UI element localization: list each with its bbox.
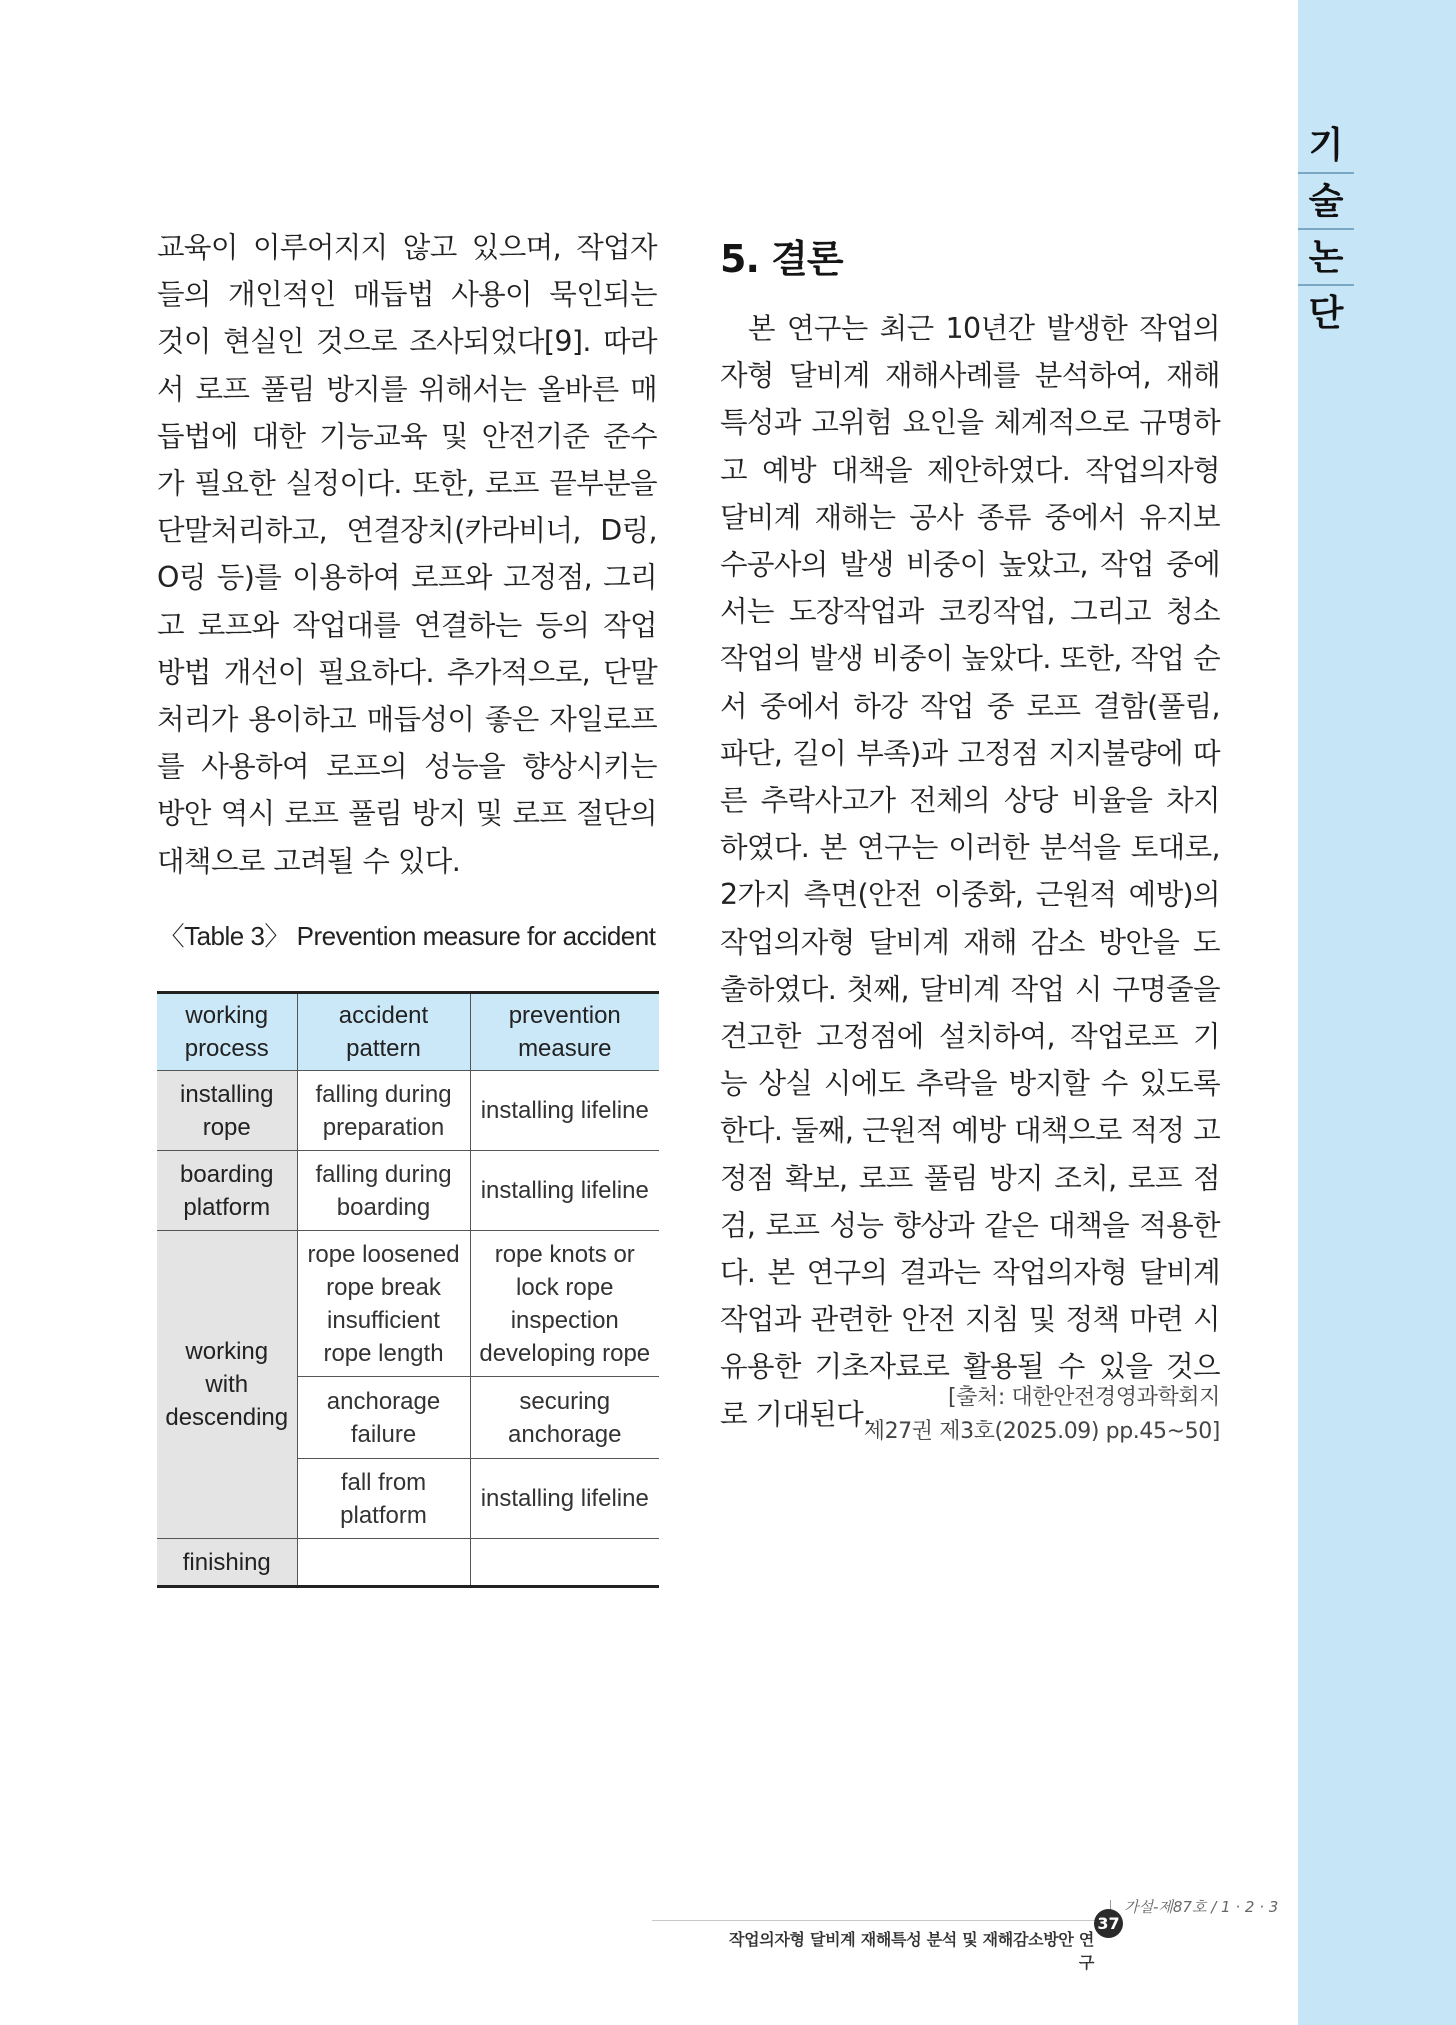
conclusion-paragraph: 본 연구는 최근 10년간 발생한 작업의자형 달비계 재해사례를 분석하여, 재해 특성과 고위험 요인을 체계적으로 규명하고 예방 대책을 제안하였다. 작업의자형 달비계 재해는 공사 종류 중에서 유지보수공사의 발생 비중이 높았고, 작업 중에서는 도장작업과 코킹작업, 그리고 청소작업의 발생 비중이 높았다. 또한, 작업 순서 중에서 하강 작업 중 로프 결함(풀림, 파단, 길이 부족)과 고정점 지지불량에 따른 추락사고가 전체의 상당 비율을 차지하였다. 본 연구는 이러한 분석을 토대로, 2가지 측면(안전 이중화, 근원적 예방)의 작업의자형 달비계 재해 감소 방안을 도출하였다. 첫째, 달비계 작업 시 구명줄을 견고한 고정점에 설치하여, 작업로프 기능 상실 시에도 추락을 방지할 수 있도록 한다. 둘째, 근원적 예방 대책으로 적정 고정점 확보, 로프 풀림 방지 조치, 로프 점검, 로프 성능 향상과 같은 대책을 적용한다. 본 연구의 결과는 작업의자형 달비계 작업과 관련한 안전 지침 및 정책 마련 시 유용한 기초자료로 활용될 수 있을 것으로 기대된다. (720, 312, 1220, 1431)
section-label-char: 단 (1308, 293, 1344, 334)
prevention-measure-table (157, 991, 659, 1588)
process-cell: installing rope (157, 1071, 297, 1151)
column-header: accident pattern (297, 993, 470, 1071)
pattern-cell: falling during boarding (297, 1151, 470, 1231)
section-label-char: 술 (1298, 174, 1354, 230)
table-row (157, 1231, 659, 1377)
table-row (157, 1071, 659, 1151)
table-caption: 〈Table 3〉 Prevention measure for accident (158, 921, 656, 951)
pattern-cell (297, 1539, 470, 1587)
table-header-row (157, 993, 659, 1071)
source-citation (720, 1381, 1220, 1449)
process-cell: finishing (157, 1539, 297, 1587)
footer-title: 작업의자형 달비계 재해특성 분석 및 재해감소방안 연구 (728, 1930, 1094, 1972)
section-label (1298, 118, 1354, 342)
pattern-cell: rope loosened rope break insufficient rope length (297, 1231, 470, 1377)
process-cell: working with descending (157, 1231, 297, 1539)
pattern-cell: anchorage failure (297, 1377, 470, 1459)
source-line: [출처: 대한안전경영과학회지 (947, 1385, 1220, 1410)
column-header: working process (157, 993, 297, 1071)
column-header: prevention measure (470, 993, 659, 1071)
page-number: 37 (1094, 1909, 1123, 1938)
process-cell: boarding platform (157, 1151, 297, 1231)
pattern-cell: falling during preparation (297, 1071, 470, 1151)
section-label-char: 논 (1298, 230, 1354, 286)
pattern-cell: fall from platform (297, 1459, 470, 1539)
table-row (157, 1151, 659, 1231)
source-line: 제27권 제3호(2025.09) pp.45~50] (863, 1419, 1220, 1444)
footer-divider (652, 1920, 1097, 1921)
measure-cell: securing anchorage (470, 1377, 659, 1459)
section-label-char: 기 (1298, 118, 1354, 174)
measure-cell (470, 1539, 659, 1587)
measure-cell: rope knots or lock rope inspection developing rope (470, 1231, 659, 1377)
section-heading: 5. 결론 (720, 237, 843, 281)
measure-cell: installing lifeline (470, 1151, 659, 1231)
left-column-paragraph: 교육이 이루어지지 않고 있으며, 작업자들의 개인적인 매듭법 사용이 묵인되는 것이 현실인 것으로 조사되었다[9]. 따라서 로프 풀림 방지를 위해서는 올바른 매듭법에 대한 기능교육 및 안전기준 준수가 필요한 실정이다. 또한, 로프 끝부분을 단말처리하고, 연결장치(카라비너, D링, O링 등)를 이용하여 로프와 고정점, 그리고 로프와 작업대를 연결하는 등의 작업 방법 개선이 필요하다. 추가적으로, 단말처리가 용이하고 매듭성이 좋은 자일로프를 사용하여 로프의 성능을 향상시키는 방안 역시 로프 풀림 방지 및 로프 절단의 대책으로 고려될 수 있다. (157, 231, 657, 878)
footer-issue: 가설-제87호 / 1 · 2 · 3 (1124, 1898, 1279, 1916)
table-row (157, 1539, 659, 1587)
measure-cell: installing lifeline (470, 1459, 659, 1539)
measure-cell: installing lifeline (470, 1071, 659, 1151)
